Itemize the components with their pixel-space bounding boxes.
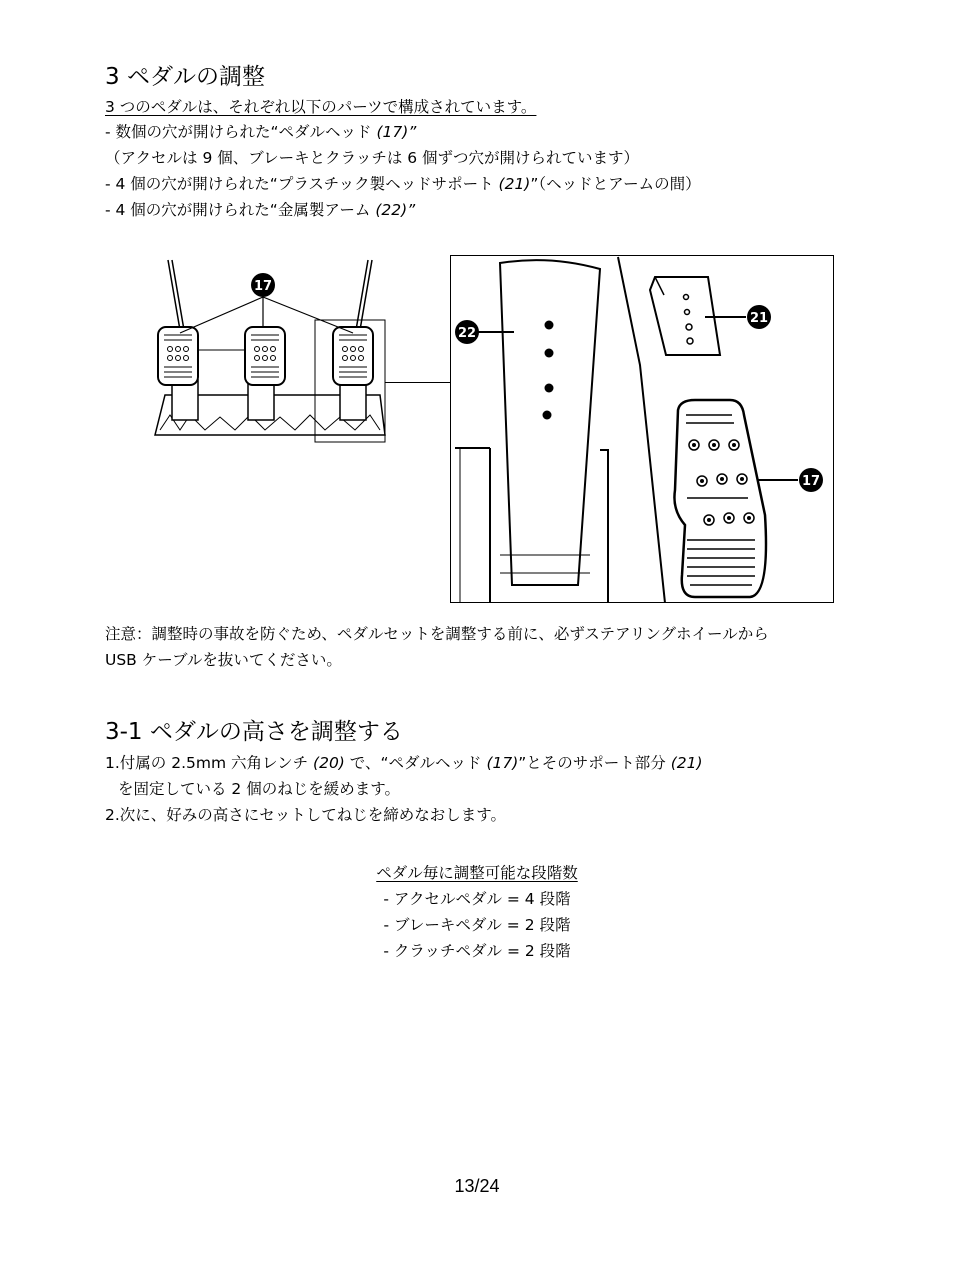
part-line-pedal-head: - 数個の穴が開けられた“ペダルヘッド (17)”	[105, 123, 417, 141]
step-1: 1.付属の 2.5mm 六角レンチ (20) で、“ペダルヘッド (17)”とそのサポート部分 (21)	[105, 754, 703, 772]
zoom-connector-line	[385, 382, 451, 383]
pedal-head-left	[158, 327, 198, 385]
part-line-head-support: - 4 個の穴が開けられた“プラスチック製ヘッドサポート (21)”（ヘッドとアームの間）	[105, 175, 701, 193]
caution-note-line1: 注意：調整時の事故を防ぐため、ペダルセットを調整する前に、必ずステアリングホイールから	[105, 625, 769, 643]
caution-note-line2: USB ケーブルを抜いてください。	[105, 651, 342, 669]
svg-text:17: 17	[801, 474, 821, 489]
section-intro: 3 つのペダルは、それぞれ以下のパーツで構成されています。	[105, 98, 537, 116]
svg-text:21: 21	[749, 311, 769, 326]
adjustment-steps-title: ペダル毎に調整可能な段階数	[376, 864, 578, 882]
step-1-continued: を固定している 2 個のねじを緩めます。	[118, 780, 400, 798]
adjustment-step-brake: - ブレーキペダル = 2 段階	[383, 916, 571, 934]
svg-text:22: 22	[457, 326, 477, 341]
pedal-head-middle	[245, 327, 285, 385]
callout-21-icon	[747, 305, 771, 329]
pedal-head-right	[333, 327, 373, 385]
adjustment-step-accelerator: - アクセルペダル = 4 段階	[383, 890, 571, 908]
page-number: 13/24	[454, 1176, 500, 1196]
section-heading: 3 ペダルの調整	[105, 64, 265, 90]
callout-17-icon	[251, 273, 275, 297]
callout-17-detail-icon	[799, 468, 823, 492]
step-2: 2.次に、好みの高さにセットしてねじを締めなおします。	[105, 806, 507, 824]
pedal-detail-illustration	[450, 255, 834, 603]
svg-text:17: 17	[253, 279, 273, 294]
adjustment-step-clutch: - クラッチペダル = 2 段階	[383, 942, 571, 960]
part-line-holes-note: （アクセルは 9 個、ブレーキとクラッチは 6 個ずつ穴が開けられています）	[105, 149, 640, 167]
subsection-heading: 3-1 ペダルの高さを調整する	[105, 719, 403, 745]
pedal-set-illustration	[150, 255, 390, 445]
part-line-metal-arm: - 4 個の穴が開けられた“金属製アーム (22)”	[105, 201, 416, 219]
